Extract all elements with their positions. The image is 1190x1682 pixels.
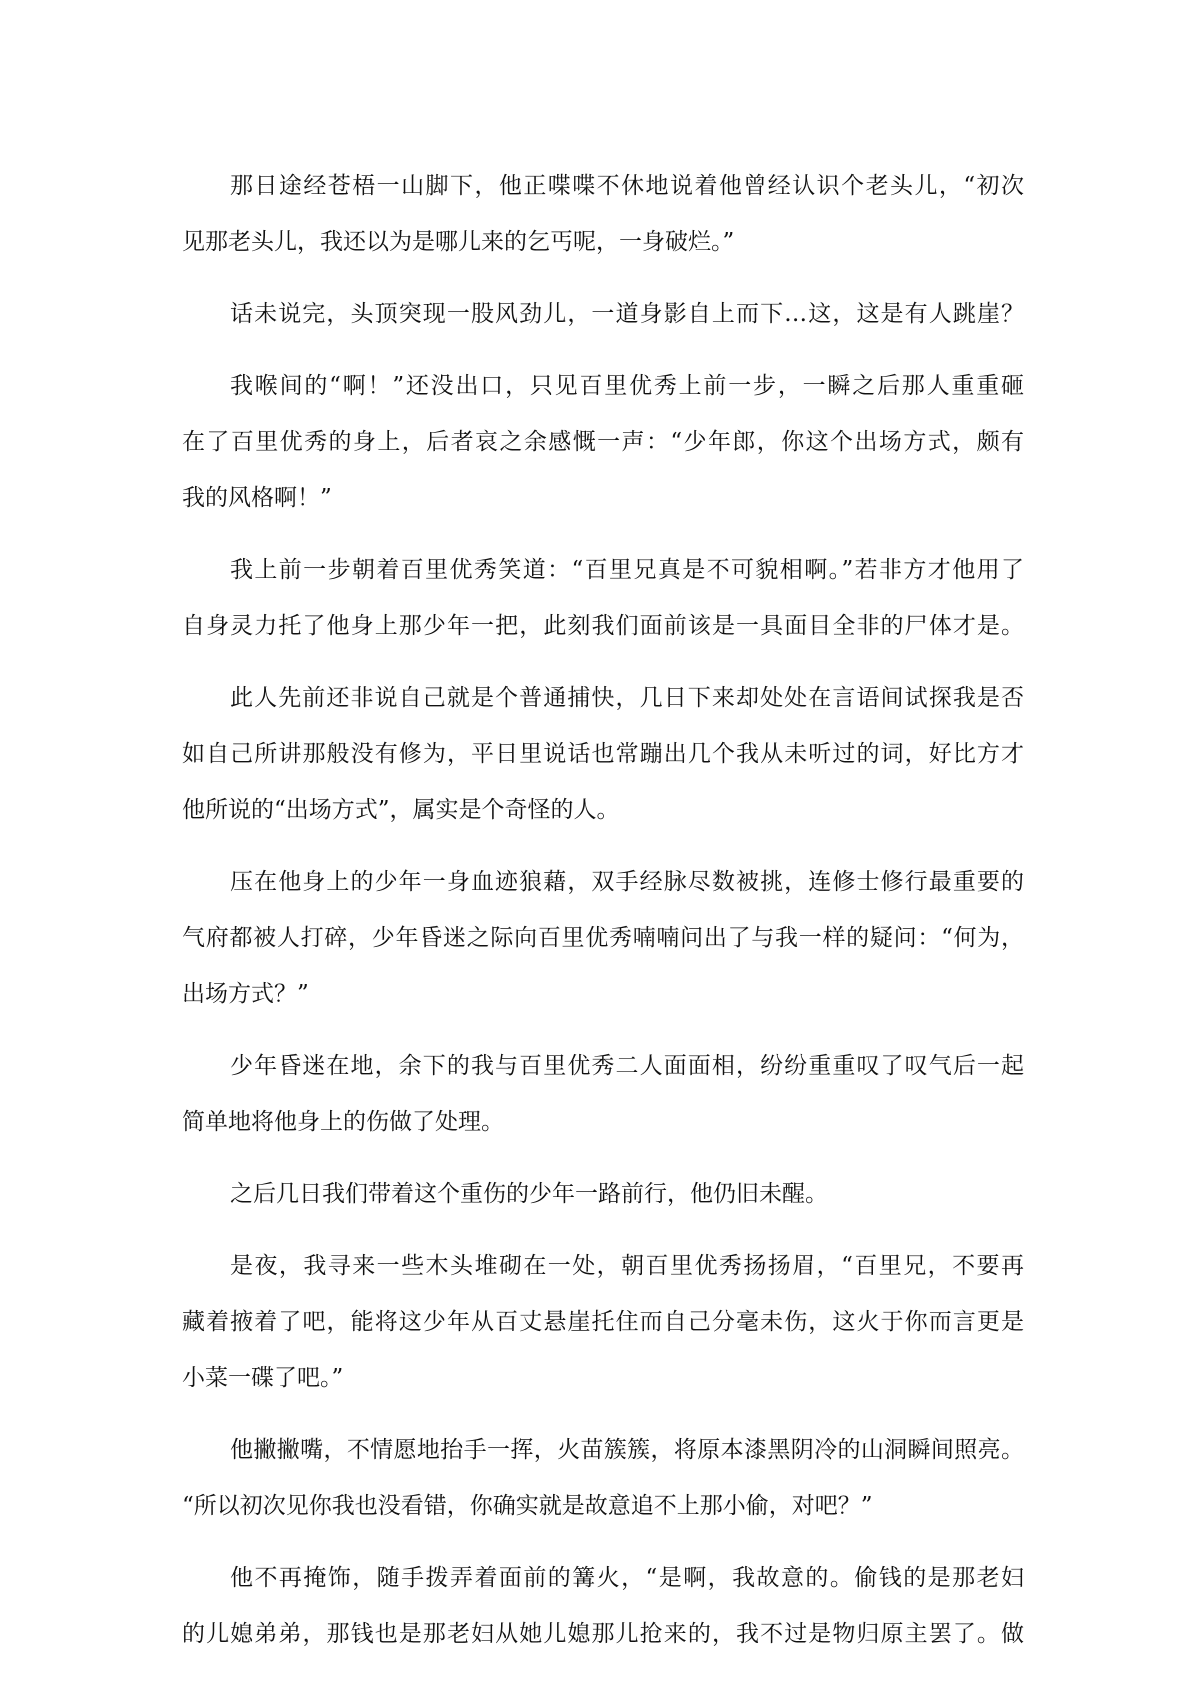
text-line: 少年昏迷在地，余下的我与百里优秀二人面面相，纷纷重重叹了叹气后一起: [230, 1053, 1024, 1079]
paragraph: [182, 670, 1024, 838]
text-line: 在了百里优秀的身上，后者哀之余感慨一声：“少年郎，你这个出场方式，颇有: [182, 429, 1024, 455]
text-line: 我的风格啊！”: [182, 485, 332, 511]
text-line: 气府都被人打碎，少年昏迷之际向百里优秀喃喃问出了与我一样的疑问：“何为，: [182, 925, 1024, 951]
paragraph: [182, 1166, 1024, 1222]
paragraph: [182, 1422, 1024, 1534]
text-line: 是夜，我寻来一些木头堆砌在一处，朝百里优秀扬扬眉，“百里兄，不要再: [230, 1253, 1024, 1279]
text-line: 我喉间的“啊！”还没出口，只见百里优秀上前一步，一瞬之后那人重重砸: [230, 373, 1024, 399]
text-line: 此人先前还非说自己就是个普通捕快，几日下来却处处在言语间试探我是否: [230, 685, 1024, 711]
text-line: 压在他身上的少年一身血迹狼藉，双手经脉尽数被挑，连修士修行最重要的: [230, 869, 1024, 895]
text-line: 的儿媳弟弟，那钱也是那老妇从她儿媳那儿抢来的，我不过是物归原主罢了。做: [182, 1621, 1024, 1647]
paragraph: [182, 1550, 1024, 1662]
paragraph: [182, 1238, 1024, 1406]
text-line: 那日途经苍梧一山脚下，他正喋喋不休地说着他曾经认识个老头儿，“初次: [230, 173, 1024, 199]
text-line: 见那老头儿，我还以为是哪儿来的乞丐呢，一身破烂。”: [182, 229, 735, 255]
paragraph: [182, 854, 1024, 1022]
paragraph: [182, 286, 1024, 342]
paragraph: [182, 158, 1024, 270]
text-line: 如自己所讲那般没有修为，平日里说话也常蹦出几个我从未听过的词，好比方才: [182, 741, 1024, 767]
text-line: 他所说的“出场方式”，属实是个奇怪的人。: [182, 797, 620, 823]
text-line: 话未说完，头顶突现一股风劲儿，一道身影自上而下…这，这是有人跳崖？: [230, 301, 1024, 327]
text-line: 出场方式？”: [182, 981, 309, 1007]
text-line: 藏着掖着了吧，能将这少年从百丈悬崖托住而自己分毫未伤，这火于你而言更是: [182, 1309, 1024, 1335]
paragraph: [182, 358, 1024, 526]
paragraph: [182, 1038, 1024, 1150]
text-line: 自身灵力托了他身上那少年一把，此刻我们面前该是一具面目全非的尸体才是。: [182, 613, 1024, 639]
text-line: 他撇撇嘴，不情愿地抬手一挥，火苗簇簇，将原本漆黑阴冷的山洞瞬间照亮。: [230, 1437, 1024, 1463]
text-line: 之后几日我们带着这个重伤的少年一路前行，他仍旧未醒。: [230, 1181, 828, 1207]
text-line: “所以初次见你我也没看错，你确实就是故意追不上那小偷，对吧？”: [182, 1493, 873, 1519]
paragraph: [182, 542, 1024, 654]
text-line: 我上前一步朝着百里优秀笑道：“百里兄真是不可貌相啊。”若非方才他用了: [230, 557, 1024, 583]
text-line: 简单地将他身上的伤做了处理。: [182, 1109, 504, 1135]
text-line: 他不再掩饰，随手拨弄着面前的篝火，“是啊，我故意的。偷钱的是那老妇: [230, 1565, 1024, 1591]
text-line: 小菜一碟了吧。”: [182, 1365, 344, 1391]
document-body: [182, 158, 1024, 1678]
